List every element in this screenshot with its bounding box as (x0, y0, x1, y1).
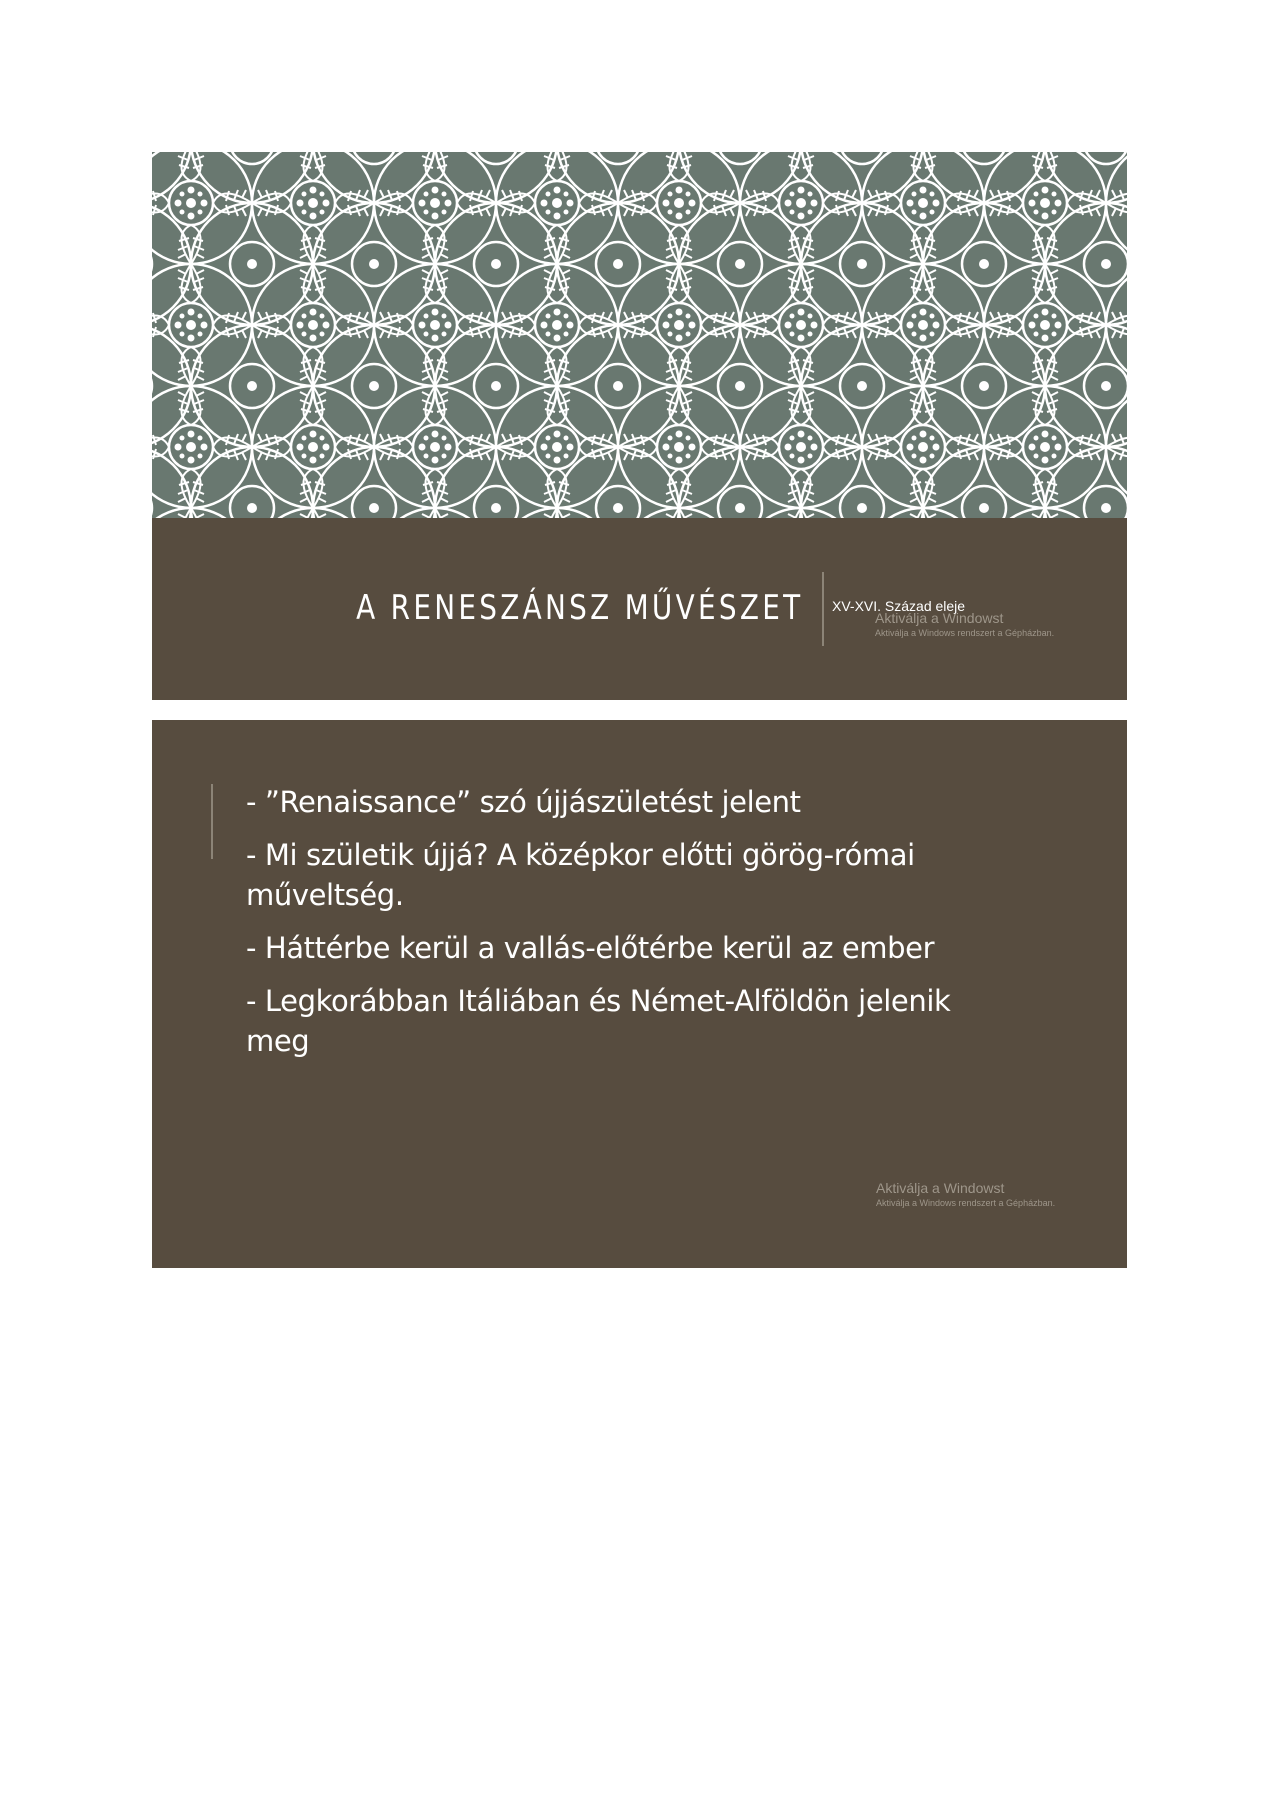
list-item: - ”Renaissance” szó újjászületést jelent (246, 785, 801, 819)
accent-bar (211, 784, 213, 859)
bullet-list (246, 782, 966, 1074)
slide-title: A RENESZÁNSZ MŰVÉSZET (355, 588, 803, 628)
title-band (152, 518, 1127, 700)
content-slide (152, 720, 1127, 1268)
title-divider (822, 572, 824, 646)
ornamental-pattern (152, 152, 1127, 518)
list-item: - Mi születik újjá? A középkor előtti görög-római műveltség. (246, 838, 915, 912)
watermark-title: Aktiválja a Windowst (875, 610, 1004, 626)
list-item: - Legkorábban Itáliában és Német-Alföldön jelenik meg (246, 984, 951, 1058)
activation-watermark (875, 610, 1054, 640)
list-item: - Háttérbe kerül a vallás-előtérbe kerül az ember (246, 931, 935, 965)
title-slide (152, 152, 1127, 700)
watermark-subtitle: Aktiválja a Windows rendszert a Gépházban. (875, 628, 1055, 638)
activation-watermark (876, 1180, 1055, 1210)
slide-subtitle: XV-XVI. Század eleje (832, 598, 966, 614)
watermark-title: Aktiválja a Windowst (876, 1180, 1005, 1196)
watermark-subtitle: Aktiválja a Windows rendszert a Gépházban. (876, 1198, 1056, 1208)
